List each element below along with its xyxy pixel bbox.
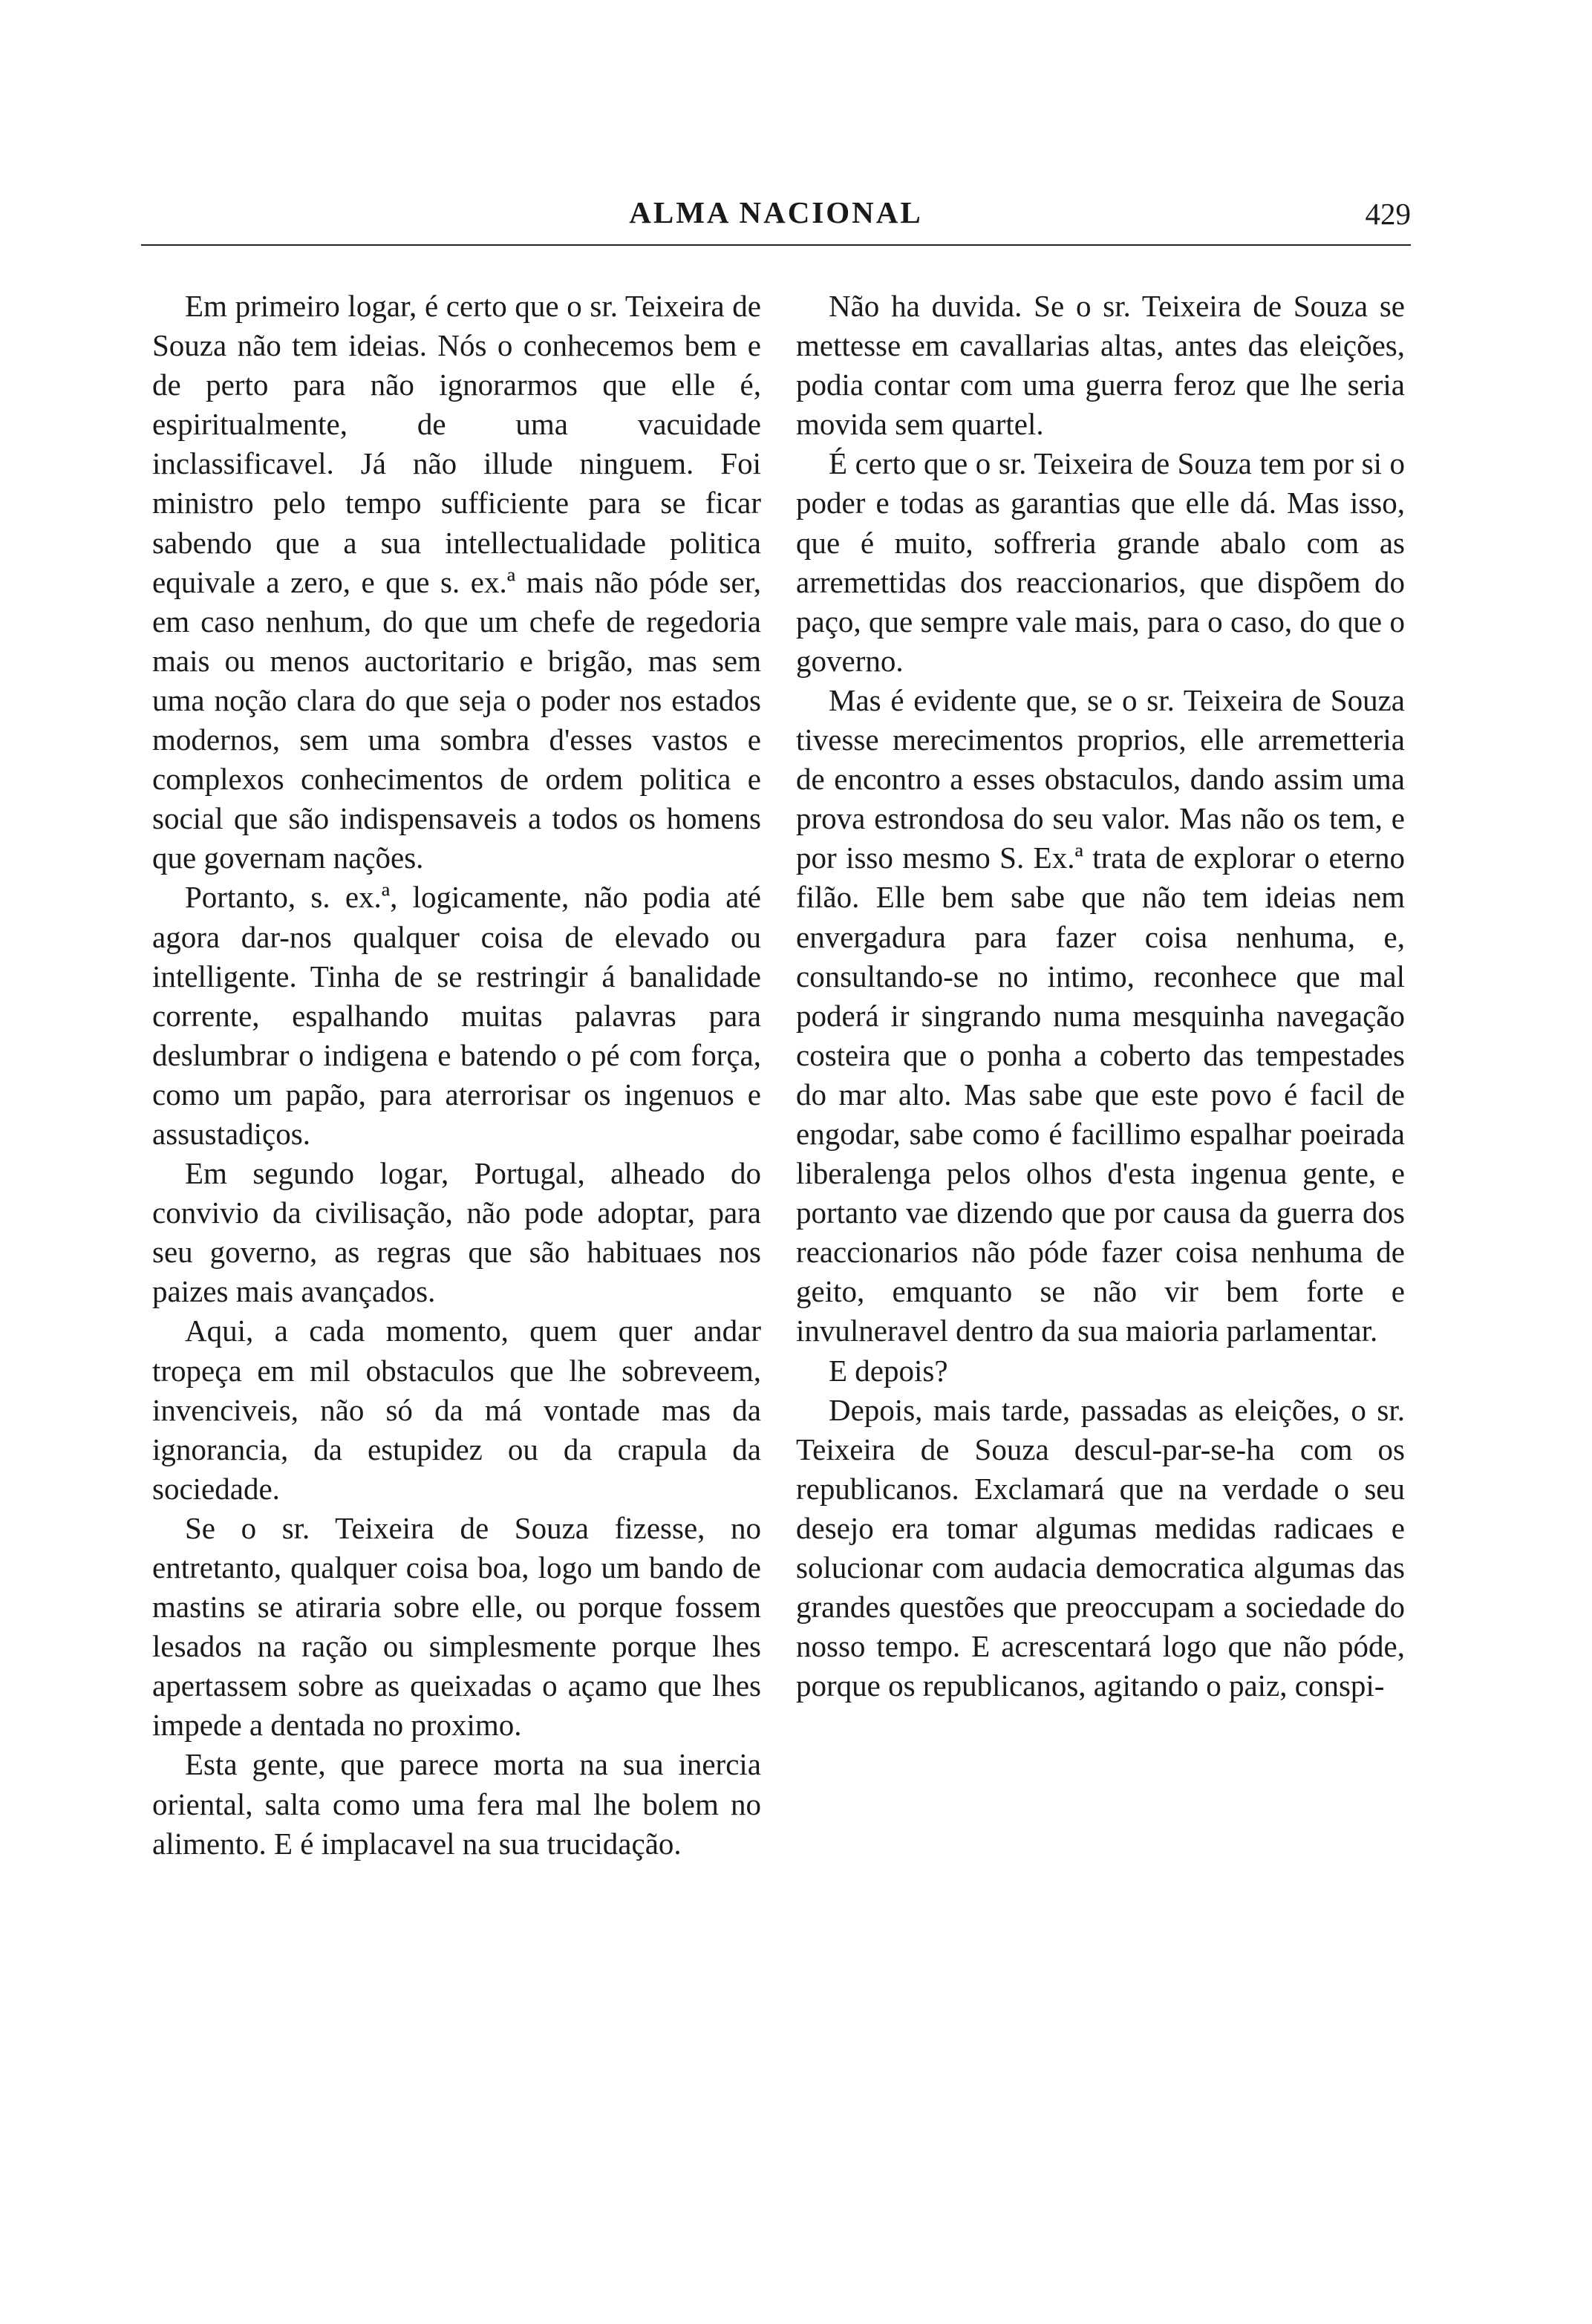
page-number: 429 — [1365, 197, 1411, 231]
paragraph: Portanto, s. ex.ª, logicamente, não podia até agora dar-nos qualquer coisa de elevado ou intelligente. Tinha de se restringir á banalidade corrente, espalhando muitas palavras para deslumbrar o indigena e batendo o pé com força, como um papão, para aterrorisar os ingenuos e assustadiços. — [152, 880, 761, 1151]
running-head — [141, 195, 1411, 247]
paragraph: Em primeiro logar, é certo que o sr. Teixeira de Souza não tem ideias. Nós o conhecemos bem e de perto para não ignorarmos que elle é, espiritualmente, de uma vacuidade inclassificavel. Já não illude ninguem. Foi ministro pelo tempo sufficiente para se ficar sabendo que a sua intellectualidade politica equivale a zero, e que s. ex.ª mais não póde ser, em caso nenhum, do que um chefe de regedoria mais ou menos auctoritario e brigão, mas sem uma noção clara do que seja o poder nos estados modernos, sem uma sombra d'esses vastos e complexos conhecimentos de ordem politica e social que são indispensaveis a todos os homens que governam nações. — [152, 289, 761, 875]
paragraph: Depois, mais tarde, passadas as eleições, o sr. Teixeira de Souza descul-par-se-ha com os republicanos. Exclamará que na verdade o seu desejo era tomar algumas medidas radicaes e solucionar com audacia democratica algumas das grandes questões que preoccupam a sociedade do nosso tempo. E acrescentará logo que não póde, porque os republicanos, agitando o paiz, conspi- — [796, 1392, 1405, 1703]
paragraph: E depois? — [829, 1353, 948, 1388]
paragraph: Se o sr. Teixeira de Souza fizesse, no entretanto, qualquer coisa boa, logo um bando de mastins se atiraria sobre elle, ou porque fossem lesados na ração ou simplesmente porque lhes apertassem sobre as queixadas o açamo que lhes impede a dentada no proximo. — [152, 1510, 761, 1743]
right-column — [796, 287, 1405, 1706]
paragraph: Mas é evidente que, se o sr. Teixeira de Souza tivesse merecimentos proprios, elle arremetteria de encontro a esses obstaculos, dando assim uma prova estrondosa do seu valor. Mas não os tem, e por isso mesmo S. Ex.ª trata de explorar o eterno filão. Elle bem sabe que não tem ideias nem envergadura para fazer coisa nenhuma, e, consultando-se no intimo, reconhece que mal poderá ir singrando numa mesquinha navegação costeira que o ponha a coberto das tempestades do mar alto. Mas sabe que este povo é facil de engodar, sabe como é facillimo espalhar poeirada liberalenga pelos olhos d'esta ingenua gente, e portanto vae dizendo que por causa da guerra dos reaccionarios não póde fazer coisa nenhuma de geito, emquanto se não vir bem forte e invulneravel dentro da sua maioria parlamentar. — [796, 682, 1405, 1348]
paragraph: Esta gente, que parece morta na sua inercia oriental, salta como uma fera mal lhe bolem no alimento. E é implacavel na sua trucidação. — [152, 1747, 761, 1861]
left-column — [152, 287, 761, 1864]
paragraph: É certo que o sr. Teixeira de Souza tem por si o poder e todas as garantias que elle dá. Mas isso, que é muito, soffreria grande abalo com as arremettidas dos reaccionarios, que dispõem do paço, que sempre vale mais, para o caso, do que o governo. — [796, 446, 1405, 678]
header-rule — [141, 244, 1411, 246]
running-title: ALMA NACIONAL — [629, 195, 923, 229]
paragraph: Não ha duvida. Se o sr. Teixeira de Souza se mettesse em cavallarias altas, antes das eleições, podia contar com uma guerra feroz que lhe seria movida sem quartel. — [796, 289, 1405, 442]
paragraph: Aqui, a cada momento, quem quer andar tropeça em mil obstaculos que lhe sobreveem, invenciveis, não só da má vontade mas da ignorancia, da estupidez ou da crapula da sociedade. — [152, 1313, 761, 1506]
paragraph: Em segundo logar, Portugal, alheado do convivio da civilisação, não pode adoptar, para seu governo, as regras que são habituaes nos paizes mais avançados. — [152, 1156, 761, 1309]
